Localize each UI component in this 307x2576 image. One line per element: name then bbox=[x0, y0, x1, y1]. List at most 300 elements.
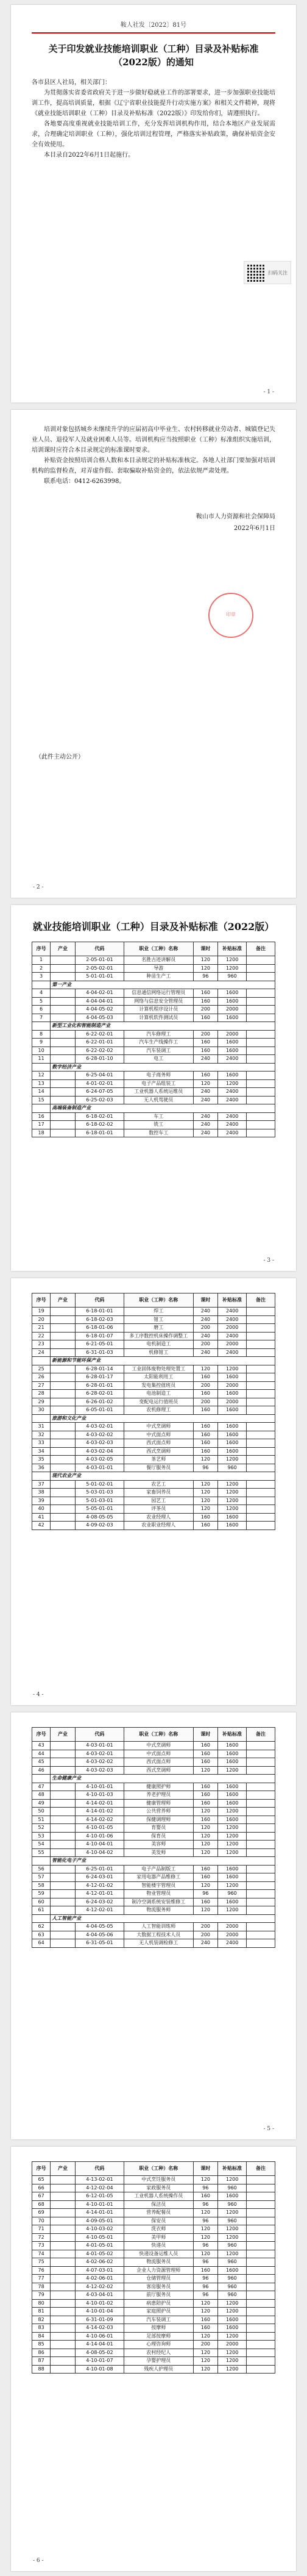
qr-code-badge[interactable] bbox=[244, 261, 291, 284]
table-cell bbox=[247, 1006, 275, 1014]
table-cell: 1200 bbox=[218, 2176, 247, 2184]
table-cell bbox=[247, 1791, 275, 1800]
table-cell: 960 bbox=[218, 2275, 247, 2283]
table-cell: 6-25-02-03 bbox=[75, 1096, 124, 1104]
table-cell: 19 bbox=[32, 1308, 51, 1316]
table-cell: 1200 bbox=[218, 964, 247, 973]
table-cell: 4-03-02-01 bbox=[75, 1750, 124, 1758]
table-cell bbox=[51, 1939, 76, 1948]
table-cell: 40 bbox=[32, 1505, 51, 1514]
table-cell bbox=[51, 2349, 76, 2357]
table-cell: 64 bbox=[32, 1939, 51, 1948]
table-row bbox=[32, 1447, 275, 1456]
table-row bbox=[32, 1431, 275, 1439]
body-paragraph: 本目录自2022年6月1日起施行。 bbox=[44, 152, 135, 159]
document-page-4 bbox=[11, 1278, 296, 1705]
table-row bbox=[32, 1121, 275, 1129]
table-cell: 4-03-01-01 bbox=[75, 1742, 124, 1750]
table-cell: 1200 bbox=[218, 1365, 247, 1373]
table-cell: 1600 bbox=[218, 1046, 247, 1055]
table-cell: 4-14-02-01 bbox=[75, 1799, 124, 1808]
table-row bbox=[32, 973, 275, 981]
table-cell: 4-14-02-03 bbox=[75, 2324, 124, 2333]
table-cell bbox=[51, 2176, 76, 2184]
table-cell bbox=[51, 2341, 76, 2349]
table-cell: 1600 bbox=[218, 1865, 247, 1873]
table-cell bbox=[247, 2233, 275, 2242]
table-row bbox=[32, 1014, 275, 1022]
table-cell: 30 bbox=[32, 1406, 51, 1415]
table-cell: 2-05-02-01 bbox=[75, 964, 124, 973]
table-cell: 28 bbox=[32, 1390, 51, 1398]
table-cell bbox=[51, 1365, 76, 1373]
table-row bbox=[32, 956, 275, 965]
table-cell: 240 bbox=[193, 1308, 218, 1316]
table-cell: 4-07-03-01 bbox=[75, 2266, 124, 2275]
table-row bbox=[32, 1890, 275, 1898]
table-row bbox=[32, 1791, 275, 1800]
table-row bbox=[32, 2176, 275, 2184]
table-row bbox=[32, 2258, 275, 2267]
table-cell bbox=[247, 1030, 275, 1039]
table-cell: 32 bbox=[32, 1431, 51, 1439]
table-cell bbox=[51, 1121, 76, 1129]
table-cell: 84 bbox=[32, 2332, 51, 2341]
table-row bbox=[32, 1841, 275, 1849]
table-cell bbox=[247, 2283, 275, 2291]
table-cell: 6-18-01-06 bbox=[75, 1324, 124, 1333]
table-cell: 4-10-01-04 bbox=[75, 2308, 124, 2316]
table-cell: 4-01-05-02 bbox=[75, 2250, 124, 2258]
table-row bbox=[32, 1939, 275, 1948]
table-cell: 35 bbox=[32, 1456, 51, 1464]
table-cell: 4-12-02-02 bbox=[75, 2283, 124, 2291]
table-cell: 160 bbox=[193, 1072, 218, 1080]
table-cell bbox=[247, 1522, 275, 1530]
table-cell bbox=[51, 1406, 76, 1415]
table-row bbox=[32, 2266, 275, 2275]
table-cell: 120 bbox=[193, 2250, 218, 2258]
table-cell: 美发师 bbox=[124, 1848, 194, 1857]
table-cell: 病患陪护员 bbox=[124, 2299, 194, 2308]
table-cell bbox=[51, 956, 76, 965]
table-cell: 2400 bbox=[218, 1088, 247, 1097]
table-cell bbox=[51, 1439, 76, 1448]
table-cell: 2400 bbox=[218, 1121, 247, 1129]
table-header-row bbox=[32, 1293, 275, 1308]
table-cell: 240 bbox=[193, 1096, 218, 1104]
table-cell: 160 bbox=[193, 1390, 218, 1398]
table-cell: 160 bbox=[193, 1431, 218, 1439]
table-cell bbox=[32, 1063, 51, 1072]
table-cell: 200 bbox=[193, 1398, 218, 1406]
table-cell bbox=[247, 1406, 275, 1415]
table-row bbox=[32, 1096, 275, 1104]
table-cell: 160 bbox=[193, 1799, 218, 1808]
table-cell bbox=[247, 1906, 275, 1915]
table-cell bbox=[51, 1030, 76, 1039]
table-cell: 4-08-05-05 bbox=[75, 1513, 124, 1522]
table-cell bbox=[32, 1414, 51, 1423]
table-cell: 73 bbox=[32, 2242, 51, 2250]
table-header-row bbox=[32, 2162, 275, 2176]
table-cell: 5 bbox=[32, 997, 51, 1006]
table-cell: 磨工 bbox=[124, 1324, 194, 1333]
table-cell: 农村经纪人 bbox=[124, 2349, 194, 2357]
table-cell bbox=[247, 1381, 275, 1390]
table-cell: 1200 bbox=[218, 1456, 247, 1464]
table-cell bbox=[51, 2275, 76, 2283]
column-header: 职业（工种）名称 bbox=[124, 2162, 194, 2176]
table-cell: 6-31-01-09 bbox=[75, 2316, 124, 2324]
salutation: 各市县区人社局，相关部门： bbox=[32, 79, 111, 86]
table-cell: 38 bbox=[32, 1489, 51, 1497]
table-cell bbox=[247, 2200, 275, 2209]
table-cell: 8 bbox=[32, 1030, 51, 1039]
table-cell bbox=[247, 956, 275, 965]
table-cell: 公共营养师 bbox=[124, 1808, 194, 1816]
table-cell: 44 bbox=[32, 1750, 51, 1758]
table-cell: 200 bbox=[193, 1381, 218, 1390]
table-row bbox=[32, 2192, 275, 2201]
table-row bbox=[32, 1865, 275, 1873]
table-row bbox=[32, 1332, 275, 1340]
table-cell bbox=[51, 1873, 76, 1882]
table-row bbox=[32, 1799, 275, 1808]
table-cell: 6-22-02-02 bbox=[75, 1046, 124, 1055]
table-cell: 26 bbox=[32, 1373, 51, 1382]
table-row bbox=[32, 1931, 275, 1939]
table-cell: 2000 bbox=[218, 1030, 247, 1039]
table-cell: 96 bbox=[193, 973, 218, 981]
table-cell bbox=[51, 1783, 76, 1791]
table-row bbox=[32, 1104, 275, 1113]
table-cell: 4-10-01-08 bbox=[75, 2365, 124, 2374]
table-cell: 4-14-01-01 bbox=[75, 2209, 124, 2217]
table-cell: 西式面点师 bbox=[124, 1439, 194, 1448]
table-cell bbox=[51, 2217, 76, 2225]
table-cell bbox=[247, 1480, 275, 1489]
column-header: 序号 bbox=[32, 1293, 51, 1308]
table-cell: 21 bbox=[32, 1324, 51, 1333]
column-header: 代码 bbox=[75, 1293, 124, 1308]
table-cell bbox=[32, 1472, 51, 1481]
table-cell: 1200 bbox=[218, 2209, 247, 2217]
document-page-1 bbox=[11, 5, 296, 402]
column-header: 补贴标准 bbox=[218, 2162, 247, 2176]
table-cell: 70 bbox=[32, 2217, 51, 2225]
table-cell: 中式烹调师 bbox=[124, 1423, 194, 1431]
document-page-2 bbox=[11, 410, 296, 898]
table-row bbox=[32, 1808, 275, 1816]
table-cell bbox=[247, 1096, 275, 1104]
table-cell: 家政服务员 bbox=[124, 2184, 194, 2192]
table-cell: 16 bbox=[32, 1112, 51, 1121]
table-cell: 孕婴护理员 bbox=[124, 2357, 194, 2366]
table-cell bbox=[51, 1072, 76, 1080]
table-cell: 残疾人护理员 bbox=[124, 2365, 194, 2374]
table-cell bbox=[32, 1357, 51, 1365]
table-cell: 960 bbox=[218, 2258, 247, 2267]
table-cell: 6-12-01-05 bbox=[75, 2192, 124, 2201]
table-cell: 5-05-01-01 bbox=[75, 1505, 124, 1514]
table-cell: 4-14-02-02 bbox=[75, 1816, 124, 1824]
table-cell: 120 bbox=[193, 964, 218, 973]
table-cell bbox=[247, 989, 275, 998]
table-cell bbox=[247, 2357, 275, 2366]
table-cell: 160 bbox=[193, 2324, 218, 2333]
column-header: 职业（工种）名称 bbox=[124, 942, 194, 956]
table-cell bbox=[247, 973, 275, 981]
table-cell: 2400 bbox=[218, 1308, 247, 1316]
table-cell bbox=[51, 1808, 76, 1816]
table-cell: 4-10-01-02 bbox=[75, 2299, 124, 2308]
table-cell: 企业人力资源管理师 bbox=[124, 2266, 194, 2275]
table-cell: 74 bbox=[32, 2250, 51, 2258]
table-cell: 4-09-05-01 bbox=[75, 2217, 124, 2225]
table-cell bbox=[247, 997, 275, 1006]
table-cell bbox=[51, 989, 76, 998]
table-cell bbox=[51, 2184, 76, 2192]
table-cell bbox=[247, 2324, 275, 2333]
table-cell: 变配电运行值班员 bbox=[124, 1398, 194, 1406]
table-cell bbox=[51, 1456, 76, 1464]
table-cell: 1600 bbox=[218, 1783, 247, 1791]
table-cell: 5-01-03-01 bbox=[75, 1497, 124, 1505]
table-cell: 2000 bbox=[218, 1923, 247, 1931]
table-cell: 铣工 bbox=[124, 1121, 194, 1129]
table-cell: 76 bbox=[32, 2266, 51, 2275]
table-cell bbox=[32, 1775, 51, 1783]
table-cell: 57 bbox=[32, 1873, 51, 1882]
table-cell: 160 bbox=[193, 1816, 218, 1824]
table-cell: 240 bbox=[193, 1332, 218, 1340]
table-cell bbox=[51, 1315, 76, 1324]
table-cell bbox=[51, 964, 76, 973]
table-cell bbox=[247, 1758, 275, 1767]
issuing-org: 鞍山市人力资源和社会保障局 bbox=[196, 513, 275, 520]
table-cell: 工业机器人系统操作员 bbox=[124, 2192, 194, 2201]
table-cell: 1600 bbox=[218, 1072, 247, 1080]
table-cell: 6-22-02-01 bbox=[75, 1030, 124, 1039]
table-cell: 美容师 bbox=[124, 1841, 194, 1849]
table-row bbox=[32, 1456, 275, 1464]
table-cell: 6-24-07-05 bbox=[75, 1088, 124, 1097]
table-row bbox=[32, 1816, 275, 1824]
table-cell bbox=[51, 1129, 76, 1137]
table-cell: 55 bbox=[32, 1848, 51, 1857]
table-cell: 160 bbox=[193, 2266, 218, 2275]
table-row bbox=[32, 1464, 275, 1472]
table-cell bbox=[51, 1324, 76, 1333]
table-cell: 1600 bbox=[218, 1873, 247, 1882]
table-cell: 健康照护师 bbox=[124, 1783, 194, 1791]
table-cell: 160 bbox=[193, 1898, 218, 1906]
table-cell bbox=[51, 1112, 76, 1121]
table-row bbox=[32, 1480, 275, 1489]
official-seal-stamp: 印章 bbox=[208, 593, 253, 638]
table-cell bbox=[247, 1832, 275, 1841]
table-cell bbox=[51, 1799, 76, 1808]
table-row bbox=[32, 1088, 275, 1097]
table-cell: 6 bbox=[32, 1006, 51, 1014]
table-cell: 51 bbox=[32, 1816, 51, 1824]
table-cell: 79 bbox=[32, 2291, 51, 2300]
table-row bbox=[32, 2332, 275, 2341]
table-cell: 63 bbox=[32, 1931, 51, 1939]
table-cell: 120 bbox=[193, 2357, 218, 2366]
table-cell: 160 bbox=[193, 1865, 218, 1873]
table-cell bbox=[51, 2250, 76, 2258]
table-cell bbox=[51, 1750, 76, 1758]
table-cell bbox=[247, 1456, 275, 1464]
column-header: 产业 bbox=[51, 1293, 76, 1308]
table-cell bbox=[51, 2192, 76, 2201]
body-paragraph: 为贯彻落实省委省政府关于进一步做好稳就业工作的部署要求，进一步加强职业技能培训工作，提高培训质量，根据《辽宁省职业技能提升行动实施方案》和相关文件精神，现将《就业技能培训职业（工种）目录及补贴标准（2022版）》印发给你们，请遵照执行。 bbox=[32, 90, 275, 117]
table-cell: 1200 bbox=[218, 1824, 247, 1833]
table-cell bbox=[247, 2250, 275, 2258]
table-cell: 1200 bbox=[218, 2233, 247, 2242]
table-cell bbox=[51, 2316, 76, 2324]
table-row bbox=[32, 1439, 275, 1448]
table-cell: 1600 bbox=[218, 1390, 247, 1398]
table-cell: 1600 bbox=[218, 1373, 247, 1382]
table-cell: 49 bbox=[32, 1799, 51, 1808]
table-cell bbox=[247, 1931, 275, 1939]
table-cell: 34 bbox=[32, 1447, 51, 1456]
table-cell: 4-13-02-01 bbox=[75, 2176, 124, 2184]
table-cell bbox=[51, 1431, 76, 1439]
table-cell bbox=[51, 1390, 76, 1398]
column-header: 备注 bbox=[247, 2162, 275, 2176]
table-cell: 41 bbox=[32, 1513, 51, 1522]
table-cell: 4-03-01-01 bbox=[75, 1464, 124, 1472]
table-cell: 保育员 bbox=[124, 1832, 194, 1841]
table-cell: 160 bbox=[193, 1873, 218, 1882]
table-row bbox=[32, 1390, 275, 1398]
table-cell bbox=[247, 1365, 275, 1373]
table-cell: 1200 bbox=[218, 1489, 247, 1497]
table-cell: 1200 bbox=[218, 2299, 247, 2308]
section-header-cell: 人工智能产业 bbox=[51, 1914, 275, 1923]
column-header: 课时 bbox=[193, 1728, 218, 1742]
table-cell: 大数据工程技术人员 bbox=[124, 1931, 194, 1939]
table-cell bbox=[247, 2291, 275, 2300]
table-row bbox=[32, 1079, 275, 1088]
table-cell: 31 bbox=[32, 1423, 51, 1431]
table-cell bbox=[247, 2217, 275, 2225]
table-cell: 6-28-01-14 bbox=[75, 1365, 124, 1373]
page-number: - 5 - bbox=[263, 2126, 274, 2132]
table-cell: 按摩师 bbox=[124, 2324, 194, 2333]
table-cell bbox=[247, 2266, 275, 2275]
document-page-3 bbox=[11, 905, 296, 1271]
table-cell bbox=[247, 1783, 275, 1791]
column-header: 序号 bbox=[32, 2162, 51, 2176]
table-cell bbox=[247, 2176, 275, 2184]
table-cell: 67 bbox=[32, 2192, 51, 2201]
table-row bbox=[32, 1497, 275, 1505]
table-cell bbox=[51, 2299, 76, 2308]
table-cell: 中式烹饪服务员 bbox=[124, 2176, 194, 2184]
table-cell: 160 bbox=[193, 1014, 218, 1022]
table-cell: 1200 bbox=[218, 1766, 247, 1775]
table-cell: 4-10-04-01 bbox=[75, 1841, 124, 1849]
table-cell: 1200 bbox=[218, 1497, 247, 1505]
table-cell: 43 bbox=[32, 1742, 51, 1750]
table-cell: 160 bbox=[193, 1783, 218, 1791]
table-cell bbox=[247, 1808, 275, 1816]
table-cell bbox=[247, 1121, 275, 1129]
public-release-note: （此件主动公开） bbox=[35, 754, 84, 760]
table-cell: 5-01-01-01 bbox=[75, 973, 124, 981]
table-cell: 种苗生产工 bbox=[124, 973, 194, 981]
table-row bbox=[32, 1766, 275, 1775]
table-cell: 汽车装调工 bbox=[124, 1046, 194, 1055]
table-cell: 6-31-05-01 bbox=[75, 1939, 124, 1948]
table-cell: 1600 bbox=[218, 2266, 247, 2275]
table-cell bbox=[51, 2332, 76, 2341]
section-header-cell: 新型工业化和智能制造产业 bbox=[51, 1022, 275, 1031]
table-cell: 工业固体废物处理处置工 bbox=[124, 1365, 194, 1373]
column-header: 代码 bbox=[75, 942, 124, 956]
table-cell: 1600 bbox=[218, 1799, 247, 1808]
table-cell: 保健调理师 bbox=[124, 1816, 194, 1824]
document-page-6 bbox=[11, 2147, 296, 2571]
table-cell: 46 bbox=[32, 1766, 51, 1775]
table-cell: 9 bbox=[32, 1039, 51, 1047]
table-cell: 120 bbox=[193, 1497, 218, 1505]
table-cell: 4-04-05-03 bbox=[75, 1014, 124, 1022]
table-cell: 4-03-02-05 bbox=[75, 1456, 124, 1464]
table-cell: 4-01-05-01 bbox=[75, 2242, 124, 2250]
table-cell: 120 bbox=[193, 1456, 218, 1464]
table-cell: 160 bbox=[193, 1522, 218, 1530]
table-cell: 1600 bbox=[218, 1439, 247, 1448]
table-cell: 62 bbox=[32, 1923, 51, 1931]
table-row bbox=[32, 2357, 275, 2366]
table-cell: 营养配餐员 bbox=[124, 2209, 194, 2217]
table-cell: 47 bbox=[32, 1783, 51, 1791]
table-cell: 120 bbox=[193, 2332, 218, 2341]
table-cell: 西式烹调师 bbox=[124, 1447, 194, 1456]
table-cell: 6-28-01-10 bbox=[75, 1055, 124, 1064]
table-row bbox=[32, 1129, 275, 1137]
table-cell: 72 bbox=[32, 2233, 51, 2242]
table-cell bbox=[51, 1832, 76, 1841]
table-cell: 网络与信息安全管理员 bbox=[124, 997, 194, 1006]
table-cell: 发电集控值班员 bbox=[124, 1381, 194, 1390]
table-cell: 59 bbox=[32, 1890, 51, 1898]
table-cell: 6-28-01-17 bbox=[75, 1373, 124, 1382]
table-cell bbox=[247, 1431, 275, 1439]
table-cell: 1200 bbox=[218, 2332, 247, 2341]
table-cell: 160 bbox=[193, 1046, 218, 1055]
table-cell bbox=[247, 1088, 275, 1097]
table-cell: 名胜古迹讲解员 bbox=[124, 956, 194, 965]
table-row bbox=[32, 1381, 275, 1390]
table-cell: 120 bbox=[193, 2308, 218, 2316]
table-cell: 60 bbox=[32, 1898, 51, 1906]
table-cell: 数控车工 bbox=[124, 1129, 194, 1137]
table-cell bbox=[51, 1742, 76, 1750]
table-cell: 焊工 bbox=[124, 1308, 194, 1316]
table-cell: 2-05-01-01 bbox=[75, 956, 124, 965]
table-row bbox=[32, 1873, 275, 1882]
table-cell: 96 bbox=[193, 2283, 218, 2291]
table-row bbox=[32, 1758, 275, 1767]
table-cell: 4-12-02-01 bbox=[75, 1906, 124, 1915]
